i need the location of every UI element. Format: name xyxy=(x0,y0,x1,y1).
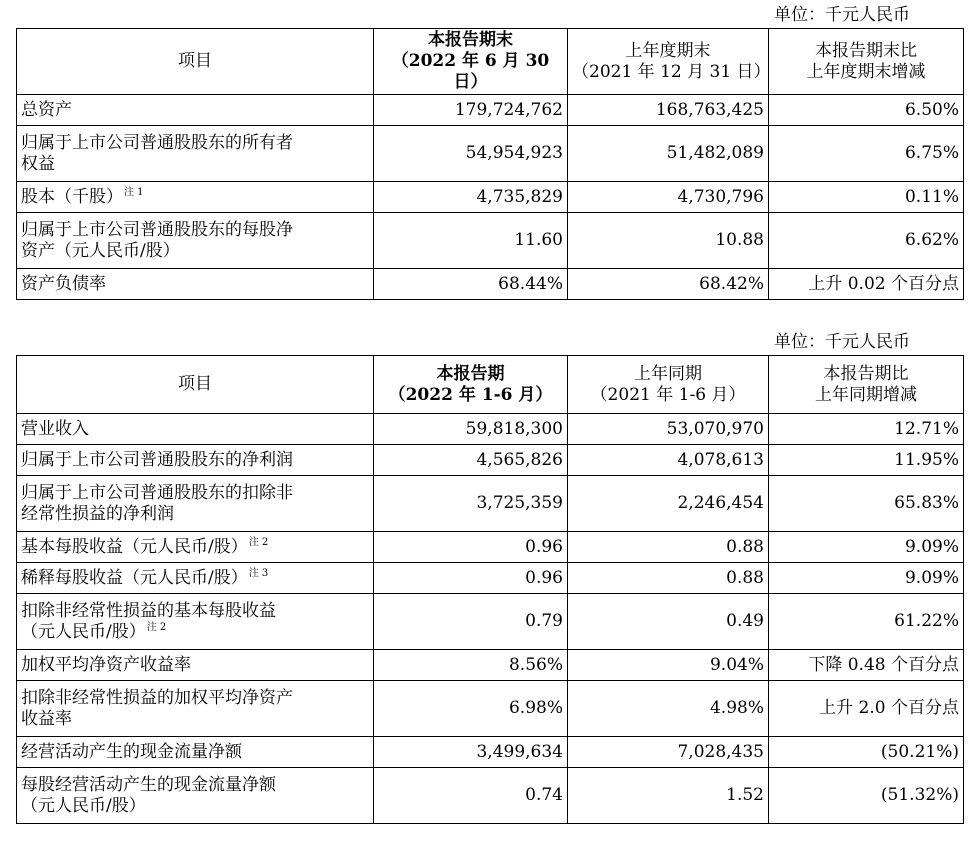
item-text-line: 扣除非经常性损益的基本每股收益 xyxy=(21,600,276,621)
item-text-line xyxy=(21,187,369,208)
change-value: 9.09% xyxy=(769,563,964,594)
row-item-label xyxy=(17,737,374,768)
current-period-value: 6.98% xyxy=(374,681,568,737)
change-value: 9.09% xyxy=(769,532,964,563)
current-period-value: 11.60 xyxy=(374,213,568,269)
change-value: (50.21%) xyxy=(769,737,964,768)
item-text-line: 归属于上市公司普通股股东的扣除非 xyxy=(21,482,293,503)
current-period-value: 0.96 xyxy=(374,532,568,563)
table-row xyxy=(17,768,964,824)
prior-period-value: 2,246,454 xyxy=(568,476,769,532)
change-value: 11.95% xyxy=(769,445,964,476)
table-row xyxy=(17,650,964,681)
item-text-line: 收益率 xyxy=(21,708,72,729)
prior-period-value: 4.98% xyxy=(568,681,769,737)
item-text-line: 加权平均净资产收益率 xyxy=(21,654,191,675)
row-item-label xyxy=(17,414,374,445)
prior-period-value: 68.42% xyxy=(568,269,769,300)
current-period-value: 0.96 xyxy=(374,563,568,594)
prior-period-value: 4,078,613 xyxy=(568,445,769,476)
change-value: 0.11% xyxy=(769,182,964,213)
item-text-line: 营业收入 xyxy=(21,418,89,439)
change-value: 6.62% xyxy=(769,213,964,269)
row-item-label xyxy=(17,476,374,532)
item-text: 稀释每股收益（元人民币/股） xyxy=(21,567,248,588)
row-item-label xyxy=(17,650,374,681)
footnote-marker: 注 2 xyxy=(248,536,269,548)
item-text-line: 归属于上市公司普通股股东的所有者 xyxy=(21,132,293,153)
item-text-line: 每股经营活动产生的现金流量净额 xyxy=(21,774,276,795)
current-period-value: 54,954,923 xyxy=(374,126,568,182)
prior-period-value: 10.88 xyxy=(568,213,769,269)
prior-period-value: 51,482,089 xyxy=(568,126,769,182)
item-text: 基本每股收益（元人民币/股） xyxy=(21,536,248,557)
row-item-label xyxy=(17,126,374,182)
change-value: 上升 2.0 个百分点 xyxy=(769,681,964,737)
header-change: 本报告期比 上年同期增减 xyxy=(769,356,964,414)
table-row xyxy=(17,182,964,213)
footnote-marker: 注 2 xyxy=(146,621,167,633)
current-period-value: 4,565,826 xyxy=(374,445,568,476)
table-header-row xyxy=(17,29,964,95)
row-item-label xyxy=(17,768,374,824)
change-value: (51.32%) xyxy=(769,768,964,824)
current-period-value: 4,735,829 xyxy=(374,182,568,213)
item-text-line: 经常性损益的净利润 xyxy=(21,503,174,524)
header-prior-period: 上年度期末 （2021 年 12 月 31 日） xyxy=(568,29,769,95)
prior-period-value: 0.49 xyxy=(568,594,769,650)
item-text-line: 归属于上市公司普通股股东的净利润 xyxy=(21,449,293,470)
table-row xyxy=(17,681,964,737)
current-period-value: 0.79 xyxy=(374,594,568,650)
row-item-label xyxy=(17,269,374,300)
prior-period-value: 7,028,435 xyxy=(568,737,769,768)
header-prior-period: 上年同期 （2021 年 1-6 月） xyxy=(568,356,769,414)
current-period-value: 179,724,762 xyxy=(374,95,568,126)
header-item: 项目 xyxy=(17,356,374,414)
item-text-line: 资产（元人民币/股） xyxy=(21,240,180,261)
change-value: 61.22% xyxy=(769,594,964,650)
current-period-value: 3,725,359 xyxy=(374,476,568,532)
prior-period-value: 1.52 xyxy=(568,768,769,824)
footnote-marker: 注 1 xyxy=(124,186,144,198)
change-value: 上升 0.02 个百分点 xyxy=(769,269,964,300)
row-item-label xyxy=(17,532,374,563)
table-row xyxy=(17,414,964,445)
prior-period-value: 0.88 xyxy=(568,532,769,563)
balance-sheet-table xyxy=(16,28,964,300)
row-item-label xyxy=(17,445,374,476)
table-row xyxy=(17,269,964,300)
table-row xyxy=(17,563,964,594)
table-row xyxy=(17,476,964,532)
change-value: 65.83% xyxy=(769,476,964,532)
table-header-row xyxy=(17,356,964,414)
prior-period-value: 9.04% xyxy=(568,650,769,681)
change-value: 下降 0.48 个百分点 xyxy=(769,650,964,681)
prior-period-value: 0.88 xyxy=(568,563,769,594)
current-period-value: 0.74 xyxy=(374,768,568,824)
header-change: 本报告期末比 上年度期末增减 xyxy=(769,29,964,95)
current-period-value: 68.44% xyxy=(374,269,568,300)
table-row xyxy=(17,126,964,182)
row-item-label xyxy=(17,681,374,737)
row-item-label xyxy=(17,182,374,213)
row-item-label xyxy=(17,95,374,126)
footnote-marker: 注 3 xyxy=(248,567,269,579)
item-text-line xyxy=(21,537,369,558)
current-period-value: 59,818,300 xyxy=(374,414,568,445)
prior-period-value: 53,070,970 xyxy=(568,414,769,445)
current-period-value: 8.56% xyxy=(374,650,568,681)
row-item-label xyxy=(17,563,374,594)
table-row xyxy=(17,445,964,476)
table-row xyxy=(17,737,964,768)
change-value: 12.71% xyxy=(769,414,964,445)
table-row xyxy=(17,532,964,563)
table-row xyxy=(17,594,964,650)
prior-period-value: 4,730,796 xyxy=(568,182,769,213)
change-value: 6.50% xyxy=(769,95,964,126)
prior-period-value: 168,763,425 xyxy=(568,95,769,126)
item-text-line xyxy=(21,568,369,589)
item-text: 股本（千股） xyxy=(21,186,123,207)
header-current-period: 本报告期末 （2022 年 6 月 30 日） xyxy=(374,29,568,95)
item-text-line: （元人民币/股） xyxy=(21,795,146,816)
unit-label-balance-sheet: 单位：千元人民币 xyxy=(774,5,910,25)
header-current-period: 本报告期 （2022 年 1-6 月） xyxy=(374,356,568,414)
change-value: 6.75% xyxy=(769,126,964,182)
item-text-line: 权益 xyxy=(21,153,55,174)
table-row xyxy=(17,95,964,126)
item-text-line: 总资产 xyxy=(21,99,72,120)
item-text-line xyxy=(21,622,369,643)
unit-label-income-statement: 单位：千元人民币 xyxy=(774,332,910,352)
current-period-value: 3,499,634 xyxy=(374,737,568,768)
item-text-line: 归属于上市公司普通股股东的每股净 xyxy=(21,219,293,240)
income-statement-table xyxy=(16,355,964,824)
row-item-label xyxy=(17,594,374,650)
header-item: 项目 xyxy=(17,29,374,95)
item-text: （元人民币/股） xyxy=(21,621,146,642)
table-row xyxy=(17,213,964,269)
item-text-line: 资产负债率 xyxy=(21,273,106,294)
item-text-line: 经营活动产生的现金流量净额 xyxy=(21,741,242,762)
item-text-line: 扣除非经常性损益的加权平均净资产 xyxy=(21,687,293,708)
row-item-label xyxy=(17,213,374,269)
